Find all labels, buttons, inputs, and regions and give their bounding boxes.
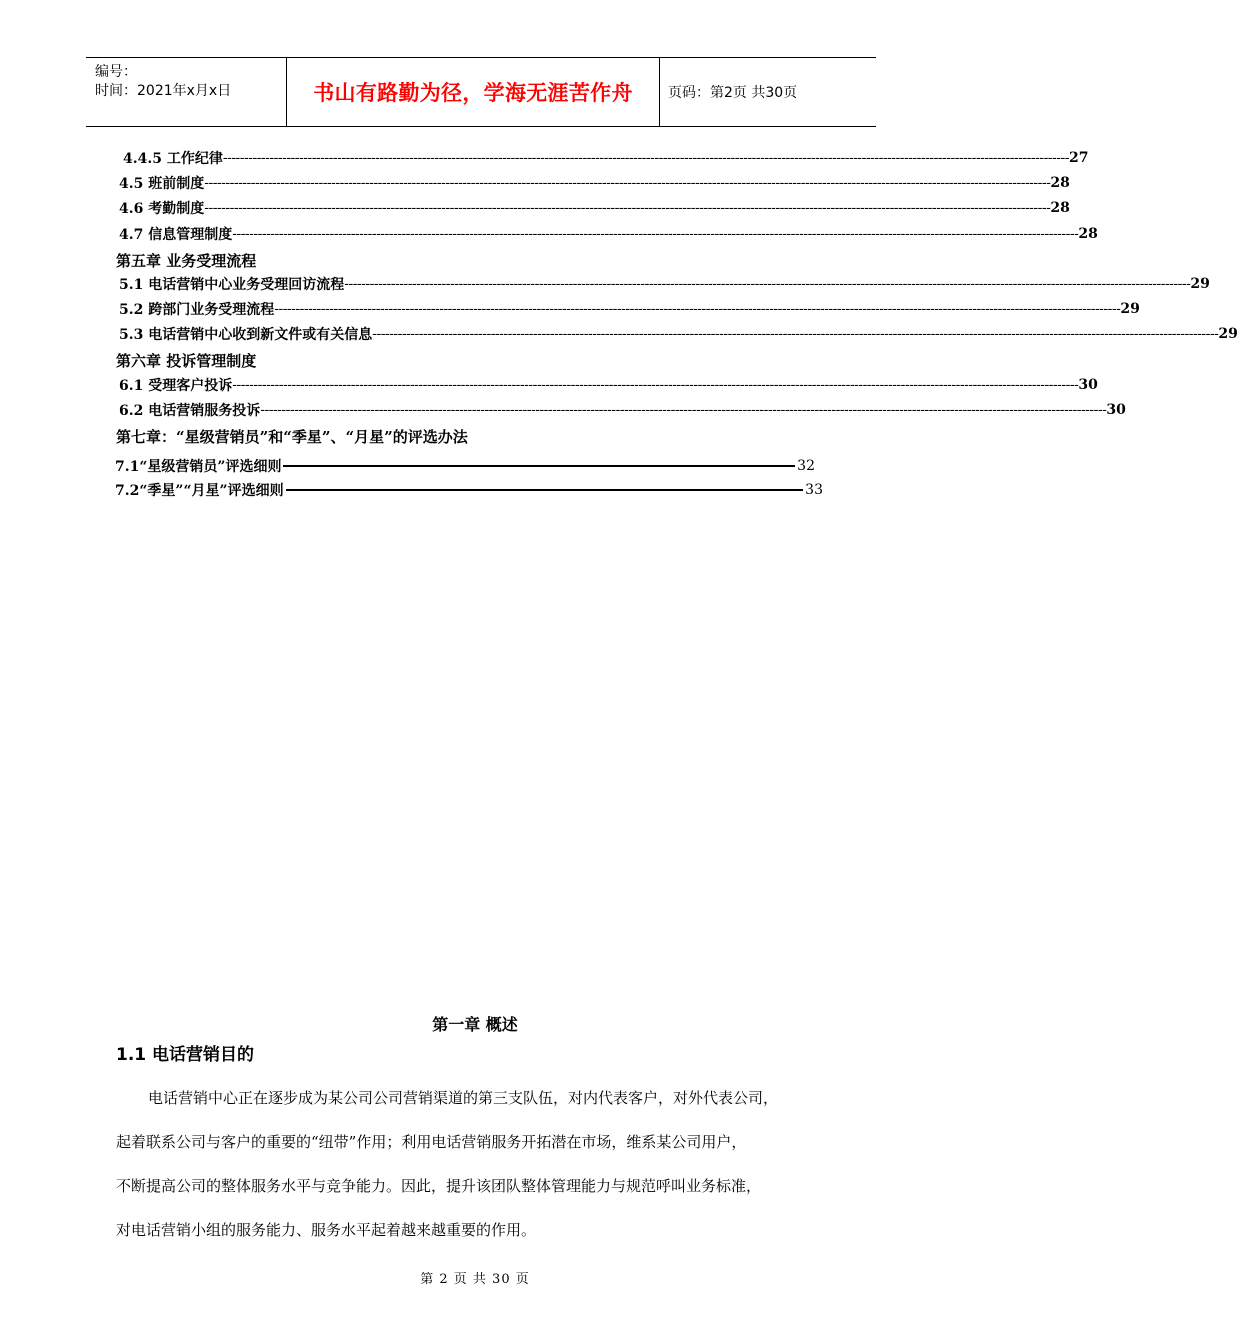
toc-entry[interactable] xyxy=(119,298,1140,320)
toc-entry-label: 4.5 班前制度 xyxy=(119,176,205,192)
toc-entry-label: 5.3 电话营销中心收到新文件或有关信息 xyxy=(119,327,373,343)
header-table xyxy=(86,57,876,127)
toc-entry[interactable] xyxy=(119,323,1238,345)
chapter-title: 第一章 概述 xyxy=(432,1015,518,1034)
toc-entry[interactable] xyxy=(115,479,823,501)
toc-entry-label: 7.2“季星”“月星”评选细则 xyxy=(115,483,284,499)
toc-entry[interactable] xyxy=(119,172,1070,194)
toc-leader xyxy=(283,465,795,467)
header-meta-cell xyxy=(86,58,287,126)
toc-leader: -------------------------------------------------------------------------------------------------------------------------------------------------------------------------------------------------------- xyxy=(232,226,1079,242)
page-info: 页码：第2页 共30页 xyxy=(668,85,798,101)
toc-entry-page: 29 xyxy=(1218,326,1238,342)
toc-chapter-heading: 第七章：“星级营销员”和“季星”、“月星”的评选办法 xyxy=(116,428,468,446)
toc-entry-page: 27 xyxy=(1068,150,1089,166)
toc-leader: -------------------------------------------------------------------------------------------------------------------------------------------------------------------------------------------------------- xyxy=(274,301,1121,317)
toc-entry-label: 5.1 电话营销中心业务受理回访流程 xyxy=(119,277,345,293)
toc-entry-page: 30 xyxy=(1078,377,1098,393)
body-line: 电话营销中心正在逐步成为某公司公司营销渠道的第三支队伍，对内代表客户，对外代表公司， xyxy=(148,1089,779,1107)
toc-entry-label: 4.7 信息管理制度 xyxy=(119,227,233,243)
toc-entry-label: 6.2 电话营销服务投诉 xyxy=(119,403,261,419)
toc-entry-page: 29 xyxy=(1120,301,1140,317)
toc-leader xyxy=(286,489,804,491)
toc-entry-page: 28 xyxy=(1050,175,1070,191)
toc-entry[interactable] xyxy=(119,374,1098,396)
toc-entry[interactable] xyxy=(119,273,1210,295)
toc-leader: -------------------------------------------------------------------------------------------------------------------------------------------------------------------------------------------------------- xyxy=(372,326,1219,342)
body-paragraph xyxy=(116,1076,864,1252)
toc-entry-label: 4.4.5 工作纪律 xyxy=(123,151,223,167)
toc-entry[interactable] xyxy=(115,455,815,477)
toc-entry-page: 28 xyxy=(1078,226,1098,242)
body-line: 起着联系公司与客户的重要的“纽带”作用；利用电话营销服务开拓潜在市场，维系某公司用户， xyxy=(116,1133,747,1151)
section-title: 1.1 电话营销目的 xyxy=(116,1045,255,1065)
toc-entry[interactable] xyxy=(123,147,1089,169)
toc-entry[interactable] xyxy=(119,399,1126,421)
toc-entry-page: 29 xyxy=(1190,276,1210,292)
toc-entry-label: 4.6 考勤制度 xyxy=(119,201,205,217)
body-line: 不断提高公司的整体服务水平与竞争能力。因此，提升该团队整体管理能力与规范呼叫业务标准， xyxy=(116,1177,762,1195)
toc-leader: -------------------------------------------------------------------------------------------------------------------------------------------------------------------------------------------------------- xyxy=(344,276,1191,292)
toc-entry-page: 32 xyxy=(797,458,815,474)
toc-entry-page: 28 xyxy=(1050,200,1070,216)
time-label: 时间：2021年x月x日 xyxy=(95,83,232,99)
toc-leader: -------------------------------------------------------------------------------------------------------------------------------------------------------------------------------------------------------- xyxy=(204,175,1051,191)
toc-entry-label: 7.1“星级营销员”评选细则 xyxy=(115,459,282,475)
toc-leader: -------------------------------------------------------------------------------------------------------------------------------------------------------------------------------------------------------- xyxy=(204,200,1051,216)
toc-entry-page: 33 xyxy=(805,482,823,498)
toc-entry[interactable] xyxy=(119,197,1070,219)
toc-entry[interactable] xyxy=(119,223,1098,245)
toc-leader: -------------------------------------------------------------------------------------------------------------------------------------------------------------------------------------------------------- xyxy=(222,150,1069,166)
motto: 书山有路勤为径，学海无涯苦作舟 xyxy=(287,58,660,126)
page-footer: 第 2 页 共 30 页 xyxy=(420,1272,530,1287)
toc-leader: -------------------------------------------------------------------------------------------------------------------------------------------------------------------------------------------------------- xyxy=(260,402,1107,418)
toc-entry-page: 30 xyxy=(1106,402,1126,418)
number-label: 编号： xyxy=(95,64,137,80)
body-line: 对电话营销小组的服务能力、服务水平起着越来越重要的作用。 xyxy=(116,1221,537,1239)
toc-chapter-heading: 第五章 业务受理流程 xyxy=(116,252,257,270)
toc-entry-label: 6.1 受理客户投诉 xyxy=(119,378,233,394)
toc-leader: -------------------------------------------------------------------------------------------------------------------------------------------------------------------------------------------------------- xyxy=(232,377,1079,393)
toc-chapter-heading: 第六章 投诉管理制度 xyxy=(116,352,257,370)
toc-entry-label: 5.2 跨部门业务受理流程 xyxy=(119,302,275,318)
